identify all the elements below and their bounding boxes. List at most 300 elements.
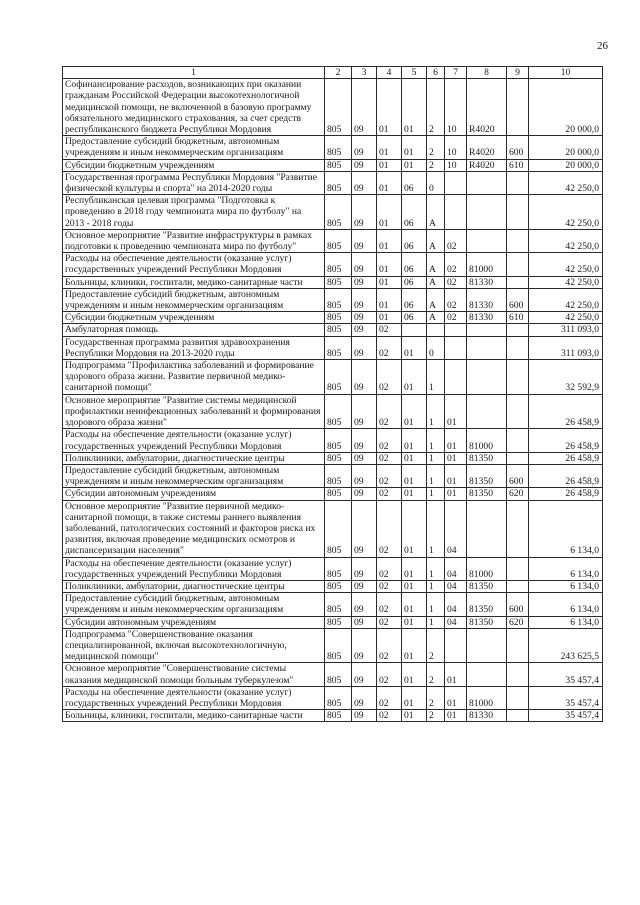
direction-code: 81000 [467,686,507,709]
row-name: Республиканская целевая программа "Подготовка к проведению в 2018 году чемпионата мира по футболу" на 2013 - 2018 годы [63,195,325,230]
expense-type-code [507,663,529,686]
subprogram-code: 1 [427,464,445,487]
event-code: 10 [445,136,467,159]
expense-type-code [507,452,529,464]
section-code: 09 [352,394,377,429]
event-code: 01 [445,464,467,487]
expense-type-code [507,710,529,722]
ministry-code: 805 [325,288,352,311]
ministry-code: 805 [325,628,352,663]
program-code: 01 [402,628,427,663]
subsection-code: 01 [377,171,402,194]
section-code: 09 [352,429,377,452]
section-code: 09 [352,159,377,171]
event-code: 01 [445,710,467,722]
expense-type-code: 610 [507,159,529,171]
program-code: 01 [402,663,427,686]
subprogram-code: 0 [427,171,445,194]
expense-type-code [507,628,529,663]
subprogram-code: А [427,229,445,252]
column-header: 8 [467,67,507,79]
program-code: 01 [402,159,427,171]
subsection-code: 01 [377,253,402,276]
amount: 26 458,9 [529,464,603,487]
ministry-code: 805 [325,195,352,230]
expense-type-code [507,580,529,592]
table-row [63,580,603,592]
subsection-code: 02 [377,464,402,487]
row-name: Основное мероприятие "Развитие первичной медико-санитарной помощи, в также системы раннего выявления заболеваний, патологических состояний и факторов риска их развития, включая проведение медицинских осмотров и диспансеризации населения" [63,500,325,557]
program-code: 01 [402,429,427,452]
ministry-code: 805 [325,253,352,276]
event-code: 04 [445,557,467,580]
row-name: Основное мероприятие "Развитие системы медицинской профилактики неинфекционных заболеваний и формирования здорового образа жизни" [63,394,325,429]
subsection-code: 02 [377,500,402,557]
subsection-code: 02 [377,452,402,464]
subsection-code: 01 [377,79,402,136]
direction-code: 81350 [467,464,507,487]
program-code: 01 [402,616,427,628]
column-header: 5 [402,67,427,79]
row-name: Поликлиники, амбулатории, диагностические центры [63,452,325,464]
row-name: Государственная программа развития здравоохранения Республики Мордовия на 2013-2020 годы [63,336,325,359]
subprogram-code: 1 [427,429,445,452]
subprogram-code: 1 [427,452,445,464]
subsection-code: 01 [377,288,402,311]
amount: 6 134,0 [529,500,603,557]
direction-code: 81000 [467,557,507,580]
expense-type-code: 620 [507,488,529,500]
event-code: 01 [445,394,467,429]
direction-code: R4020 [467,79,507,136]
amount: 35 457,4 [529,686,603,709]
subprogram-code: 1 [427,616,445,628]
subsection-code: 01 [377,312,402,324]
direction-code: 81350 [467,580,507,592]
amount: 6 134,0 [529,557,603,580]
row-name: Субсидии автономным учреждениям [63,616,325,628]
column-header: 6 [427,67,445,79]
section-code: 09 [352,79,377,136]
section-code: 09 [352,557,377,580]
program-code: 01 [402,686,427,709]
ministry-code: 805 [325,159,352,171]
ministry-code: 805 [325,616,352,628]
expense-type-code [507,336,529,359]
row-name: Подпрограмма "Совершенствование оказания специализированной, включая высокотехнологичную, медицинской помощи" [63,628,325,663]
direction-code [467,628,507,663]
program-code: 06 [402,195,427,230]
table-row [63,593,603,616]
table-row [63,429,603,452]
section-code: 09 [352,593,377,616]
program-code: 01 [402,580,427,592]
subsection-code: 02 [377,429,402,452]
amount: 42 250,0 [529,229,603,252]
row-name: Расходы на обеспечение деятельности (оказание услуг) государственных учреждений Республики Мордовия [63,253,325,276]
subprogram-code: А [427,195,445,230]
subsection-code: 02 [377,710,402,722]
section-code: 09 [352,616,377,628]
program-code: 06 [402,229,427,252]
ministry-code: 805 [325,312,352,324]
table-row [63,663,603,686]
subsection-code: 01 [377,229,402,252]
event-code: 01 [445,429,467,452]
row-name: Субсидии автономным учреждениям [63,488,325,500]
subsection-code: 02 [377,663,402,686]
direction-code [467,663,507,686]
ministry-code: 805 [325,429,352,452]
subsection-code: 02 [377,336,402,359]
subprogram-code: А [427,276,445,288]
direction-code: 81330 [467,288,507,311]
row-name: Подпрограмма "Профилактика заболеваний и формирование здорового образа жизни. Развитие первичной медико-санитарной помощи" [63,360,325,395]
program-code: 01 [402,488,427,500]
amount: 6 134,0 [529,616,603,628]
event-code [445,628,467,663]
subprogram-code: 2 [427,686,445,709]
subsection-code: 01 [377,136,402,159]
program-code: 06 [402,276,427,288]
subsection-code: 02 [377,324,402,336]
column-header: 9 [507,67,529,79]
direction-code [467,336,507,359]
expense-type-code [507,79,529,136]
row-name: Поликлиники, амбулатории, диагностические центры [63,580,325,592]
subsection-code: 02 [377,593,402,616]
section-code: 09 [352,229,377,252]
program-code: 01 [402,360,427,395]
program-code: 01 [402,557,427,580]
amount: 20 000,0 [529,136,603,159]
expense-type-code: 600 [507,288,529,311]
event-code: 01 [445,663,467,686]
table-row [63,195,603,230]
subsection-code: 02 [377,360,402,395]
section-code: 09 [352,464,377,487]
row-name: Предоставление субсидий бюджетным, автономным учреждениям и иным некоммерческим организациям [63,136,325,159]
ministry-code: 805 [325,710,352,722]
event-code [445,336,467,359]
event-code [445,195,467,230]
row-name: Государственная программа Республики Мордовия "Развитие физической культуры и спорта" на 2014-2020 годы [63,171,325,194]
row-name: Предоставление субсидий бюджетным, автономным учреждениям и иным некоммерческим организациям [63,464,325,487]
ministry-code: 805 [325,686,352,709]
section-code: 09 [352,663,377,686]
event-code: 02 [445,229,467,252]
section-code: 09 [352,276,377,288]
direction-code: 81350 [467,616,507,628]
table-row [63,686,603,709]
direction-code [467,500,507,557]
ministry-code: 805 [325,394,352,429]
table-row [63,229,603,252]
amount: 42 250,0 [529,312,603,324]
program-code: 01 [402,452,427,464]
program-code [402,324,427,336]
table-row [63,452,603,464]
section-code: 09 [352,312,377,324]
section-code: 09 [352,288,377,311]
direction-code [467,229,507,252]
ministry-code: 805 [325,79,352,136]
ministry-code: 805 [325,324,352,336]
section-code: 09 [352,171,377,194]
direction-code: R4020 [467,136,507,159]
amount: 26 458,9 [529,488,603,500]
event-code: 01 [445,452,467,464]
amount: 26 458,9 [529,452,603,464]
subsection-code: 02 [377,628,402,663]
table-row [63,336,603,359]
subprogram-code: 1 [427,580,445,592]
event-code: 10 [445,159,467,171]
table-header-row [63,67,603,79]
amount: 6 134,0 [529,593,603,616]
table-row [63,628,603,663]
direction-code [467,394,507,429]
table-row [63,288,603,311]
table-row [63,557,603,580]
event-code: 02 [445,288,467,311]
table-row [63,464,603,487]
amount: 42 250,0 [529,253,603,276]
subprogram-code: 1 [427,593,445,616]
ministry-code: 805 [325,452,352,464]
amount: 26 458,9 [529,429,603,452]
subsection-code: 02 [377,488,402,500]
row-name: Предоставление субсидий бюджетным, автономным учреждениям и иным некоммерческим организациям [63,288,325,311]
subprogram-code: 1 [427,360,445,395]
table-row [63,171,603,194]
program-code: 01 [402,593,427,616]
section-code: 09 [352,136,377,159]
direction-code: 81350 [467,593,507,616]
direction-code: 81330 [467,710,507,722]
table-row [63,276,603,288]
row-name: Расходы на обеспечение деятельности (оказание услуг) государственных учреждений Республики Мордовия [63,557,325,580]
amount: 6 134,0 [529,580,603,592]
subprogram-code: 2 [427,159,445,171]
row-name: Расходы на обеспечение деятельности (оказание услуг) государственных учреждений Республики Мордовия [63,429,325,452]
event-code: 04 [445,616,467,628]
direction-code [467,171,507,194]
expense-type-code [507,500,529,557]
expense-type-code [507,686,529,709]
amount: 42 250,0 [529,195,603,230]
expense-type-code [507,171,529,194]
program-code: 06 [402,288,427,311]
direction-code: R4020 [467,159,507,171]
amount: 35 457,4 [529,710,603,722]
subsection-code: 01 [377,159,402,171]
row-name: Основное мероприятие "Развитие инфраструктуры в рамках подготовки к проведению чемпионата мира по футболу" [63,229,325,252]
subprogram-code: 0 [427,336,445,359]
amount: 42 250,0 [529,276,603,288]
row-name: Предоставление субсидий бюджетным, автономным учреждениям и иным некоммерческим организациям [63,593,325,616]
expense-type-code [507,324,529,336]
table-row [63,312,603,324]
event-code: 04 [445,580,467,592]
ministry-code: 805 [325,488,352,500]
direction-code: 81000 [467,429,507,452]
direction-code: 81350 [467,452,507,464]
subsection-code: 02 [377,557,402,580]
table-row [63,394,603,429]
program-code: 06 [402,253,427,276]
subprogram-code: А [427,312,445,324]
ministry-code: 805 [325,336,352,359]
ministry-code: 805 [325,500,352,557]
subprogram-code: 2 [427,628,445,663]
column-header: 4 [377,67,402,79]
expense-type-code [507,276,529,288]
expense-type-code [507,360,529,395]
expense-type-code [507,429,529,452]
subsection-code: 02 [377,686,402,709]
expense-type-code [507,394,529,429]
table-row [63,616,603,628]
section-code: 09 [352,488,377,500]
amount: 32 592,9 [529,360,603,395]
section-code: 09 [352,686,377,709]
direction-code [467,360,507,395]
direction-code: 81000 [467,253,507,276]
program-code: 01 [402,136,427,159]
ministry-code: 805 [325,136,352,159]
amount: 243 625,5 [529,628,603,663]
direction-code [467,195,507,230]
event-code [445,324,467,336]
ministry-code: 805 [325,593,352,616]
section-code: 09 [352,500,377,557]
ministry-code: 805 [325,360,352,395]
column-header: 1 [63,67,325,79]
row-name: Больницы, клиники, госпитали, медико-санитарные части [63,710,325,722]
table-row [63,710,603,722]
amount: 42 250,0 [529,288,603,311]
ministry-code: 805 [325,464,352,487]
section-code: 09 [352,324,377,336]
event-code [445,171,467,194]
program-code: 01 [402,464,427,487]
table-row [63,360,603,395]
amount: 311 093,0 [529,336,603,359]
subprogram-code: 2 [427,79,445,136]
section-code: 09 [352,710,377,722]
event-code: 02 [445,276,467,288]
subprogram-code: А [427,288,445,311]
program-code: 01 [402,79,427,136]
subprogram-code: 2 [427,663,445,686]
column-header: 2 [325,67,352,79]
program-code: 06 [402,312,427,324]
program-code: 01 [402,500,427,557]
direction-code: 81330 [467,312,507,324]
subprogram-code: 1 [427,394,445,429]
ministry-code: 805 [325,276,352,288]
table-row [63,253,603,276]
table-row [63,79,603,136]
ministry-code: 805 [325,580,352,592]
subprogram-code: 2 [427,136,445,159]
subprogram-code: 1 [427,500,445,557]
subsection-code: 02 [377,580,402,592]
event-code [445,360,467,395]
budget-table [62,66,603,722]
direction-code: 81330 [467,276,507,288]
expense-type-code: 620 [507,616,529,628]
table-row [63,500,603,557]
section-code: 09 [352,452,377,464]
event-code: 01 [445,488,467,500]
ministry-code: 805 [325,171,352,194]
subprogram-code: 1 [427,488,445,500]
row-name: Основное мероприятие "Совершенствование системы оказания медицинской помощи больным туберкулезом" [63,663,325,686]
subsection-code: 02 [377,616,402,628]
expense-type-code [507,195,529,230]
event-code: 02 [445,312,467,324]
section-code: 09 [352,628,377,663]
section-code: 09 [352,253,377,276]
row-name: Больницы, клиники, госпитали, медико-санитарные части [63,276,325,288]
row-name: Амбулаторная помощь [63,324,325,336]
ministry-code: 805 [325,229,352,252]
subprogram-code: 1 [427,557,445,580]
table-row [63,136,603,159]
subsection-code: 01 [377,195,402,230]
page-number: 26 [597,40,608,52]
section-code: 09 [352,195,377,230]
column-header: 7 [445,67,467,79]
program-code: 06 [402,171,427,194]
direction-code: 81350 [467,488,507,500]
subprogram-code [427,324,445,336]
event-code: 02 [445,253,467,276]
expense-type-code: 600 [507,136,529,159]
direction-code [467,324,507,336]
expense-type-code: 610 [507,312,529,324]
subprogram-code: А [427,253,445,276]
section-code: 09 [352,336,377,359]
row-name: Софинансирование расходов, возникающих при оказании гражданам Российской Федерации высокотехнологичной медицинской помощи, не включенной в базовую программу обязательного медицинского страхования, за счет средств республиканского бюджета Республики Мордовия [63,79,325,136]
program-code: 01 [402,710,427,722]
event-code: 04 [445,500,467,557]
program-code: 01 [402,394,427,429]
table-row [63,488,603,500]
amount: 35 457,4 [529,663,603,686]
subsection-code: 02 [377,394,402,429]
row-name: Субсидии бюджетным учреждениям [63,159,325,171]
amount: 311 093,0 [529,324,603,336]
expense-type-code [507,253,529,276]
column-header: 3 [352,67,377,79]
expense-type-code [507,557,529,580]
expense-type-code: 600 [507,593,529,616]
amount: 42 250,0 [529,171,603,194]
table-row [63,159,603,171]
section-code: 09 [352,360,377,395]
section-code: 09 [352,580,377,592]
event-code: 10 [445,79,467,136]
table-row [63,324,603,336]
amount: 20 000,0 [529,79,603,136]
expense-type-code [507,229,529,252]
ministry-code: 805 [325,557,352,580]
event-code: 04 [445,593,467,616]
row-name: Субсидии бюджетным учреждениям [63,312,325,324]
